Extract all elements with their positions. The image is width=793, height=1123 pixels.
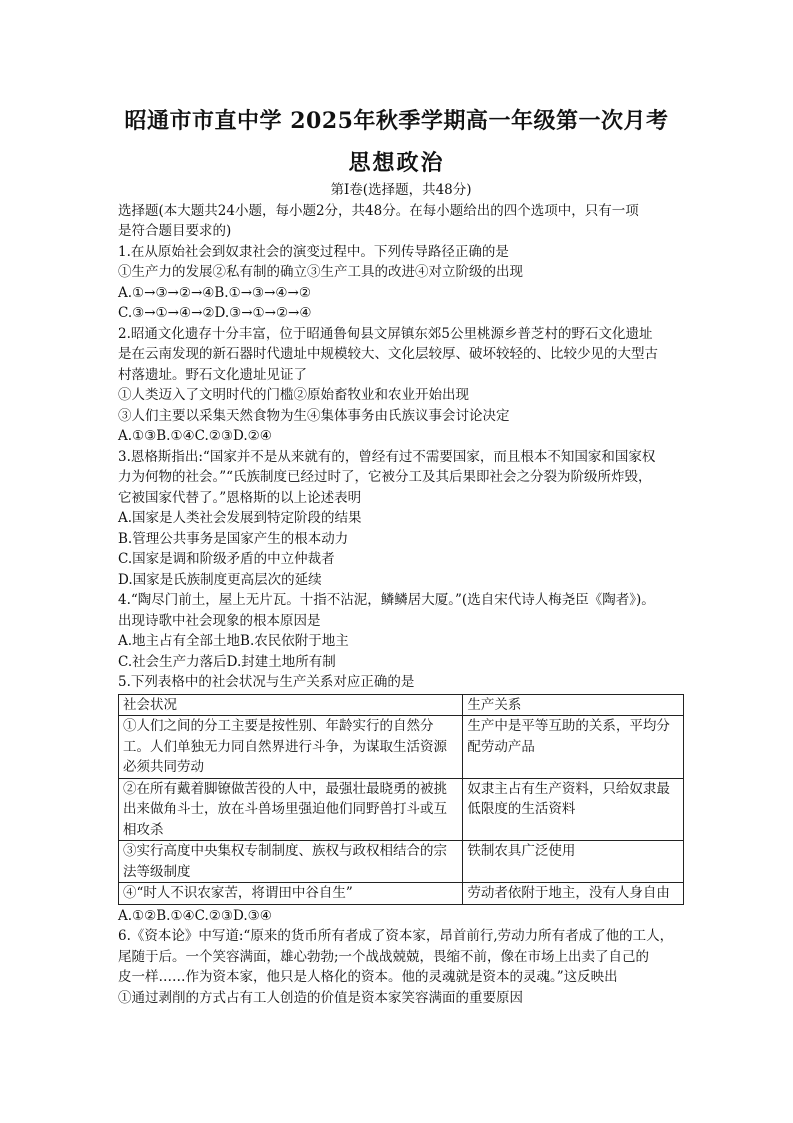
question-4	[118, 590, 684, 672]
social-relations-table	[118, 694, 684, 905]
table-cell: ④“时人不识农家苦，将谓田中谷自生”	[119, 883, 463, 905]
question-2	[118, 324, 684, 447]
question-stem: 村落遗址。野石文化遗址见证了	[118, 366, 307, 383]
question-stem: 出现诗歌中社会现象的根本原因是	[118, 612, 321, 629]
question-options: C.社会生产力落后D.封建土地所有制	[118, 653, 336, 670]
question-stem: 是在云南发现的新石器时代遗址中规模较大、文化层较厚、破坏较轻的、比较少见的大型古	[118, 346, 658, 362]
exam-title: 昭通市市直中学 2025年秋季学期高一年级第一次月考	[124, 108, 669, 134]
question-5	[118, 672, 684, 926]
question-stem: 5.下列表格中的社会状况与生产关系对应正确的是	[118, 674, 415, 690]
question-options: A.①③B.①④C.②③D.②④	[118, 428, 272, 444]
option-b: B.管理公共事务是国家产生的根本动力	[118, 530, 349, 547]
table-cell: ②在所有戴着脚镣做苦役的人中，最强壮最晓勇的被挑出来做角斗士，放在斗兽场里强迫他们同野兽打斗或互相攻杀	[119, 778, 463, 841]
subject-title: 思想政治	[348, 150, 445, 176]
table-cell: 奴隶主占有生产资料，只给奴隶最低限度的生活资料	[463, 778, 684, 841]
question-options: A.地主占有全部土地B.农民依附于地主	[118, 633, 349, 649]
table-header-cell: 社会状况	[119, 694, 463, 716]
table-cell: 铁制农具广泛使用	[463, 841, 684, 883]
instructions-line-1: 选择题(本大题共24小题，每小题2分，共48分。在每小题给出的四个选项中，只有一项	[118, 202, 639, 219]
table-cell: ③实行高度中央集权专制制度、族权与政权相结合的宗法等级制度	[119, 841, 463, 883]
question-6	[118, 926, 684, 1008]
question-1	[118, 242, 684, 324]
question-stem: 4.“陶尽门前土，屋上无片瓦。十指不沾泥，鳞鳞居大厦。”(选自宋代诗人梅尧臣《陶者》)。	[118, 592, 655, 608]
table-cell: ①人们之间的分工主要是按性别、年龄实行的自然分工。人们单独无力同自然界进行斗争，为谋取生活资源必须共同劳动	[119, 716, 463, 779]
question-stem: 它被国家代替了。”恩格斯的以上论述表明	[118, 489, 362, 506]
question-items: ①通过剥削的方式占有工人创造的价值是资本家笑容满面的重要原因	[118, 989, 523, 1006]
instructions-line-2: 是符合题目要求的)	[118, 223, 232, 239]
question-stem: 2.昭通文化遗存十分丰富，位于昭通鲁甸县文屏镇东郊5公里桃源乡普芝村的野石文化遗址	[118, 325, 653, 342]
table-cell: 劳动者依附于地主，没有人身自由	[463, 883, 684, 905]
question-stem: 1.在从原始社会到奴隶社会的演变过程中。下列传导路径正确的是	[118, 243, 509, 260]
option-a: A.国家是人类社会发展到特定阶段的结果	[118, 510, 362, 526]
question-stem: 皮一样……作为资本家，他只是人格化的资本。他的灵魂就是资本的灵魂。”这反映出	[118, 969, 618, 985]
question-items: ①人类迈入了文明时代的门槛②原始畜牧业和农业开始出现	[118, 387, 469, 403]
question-stem: 3.恩格斯指出:“国家并不是从来就有的，曾经有过不需要国家，而且根本不知国家和国家权	[118, 448, 656, 465]
table-row	[119, 841, 684, 883]
question-3	[118, 447, 684, 591]
table-row	[119, 716, 684, 779]
table-header-cell: 生产关系	[463, 694, 684, 716]
table-cell: 生产中是平等互助的关系，平均分配劳动产品	[463, 716, 684, 779]
option-c: C.国家是调和阶级矛盾的中立仲裁者	[118, 551, 335, 567]
question-stem: 6.《资本论》中写道:“原来的货币所有者成了资本家，昂首前行,劳动力所有者成了他的工人，	[118, 928, 674, 944]
question-options: C.③→①→④→②D.③→①→②→④	[118, 305, 312, 321]
exam-content	[118, 180, 684, 1008]
question-stem: 尾随于后。一个笑容满面，雄心勃勃;一个战战兢兢，畏缩不前，像在市场上出卖了自己的	[118, 948, 650, 965]
table-row	[119, 778, 684, 841]
table-header-row	[119, 694, 684, 716]
question-items: ③人们主要以采集天然食物为生④集体事务由氏族议事会讨论决定	[118, 407, 510, 424]
question-options: A.①②B.①④C.②③D.③④	[118, 907, 272, 924]
table-row	[119, 883, 684, 905]
question-items: ①生产力的发展②私有制的确立③生产工具的改进④对立阶级的出现	[118, 264, 523, 280]
section-heading: 第Ⅰ卷(选择题，共48分)	[330, 182, 472, 198]
question-stem: 力为何物的社会。”“氏族制度已经过时了，它被分工及其后果即社会之分裂为阶级所炸毁，	[118, 469, 652, 485]
option-d: D.国家是氏族制度更高层次的延续	[118, 571, 322, 588]
question-options: A.①→③→②→④B.①→③→④→②	[118, 284, 311, 301]
